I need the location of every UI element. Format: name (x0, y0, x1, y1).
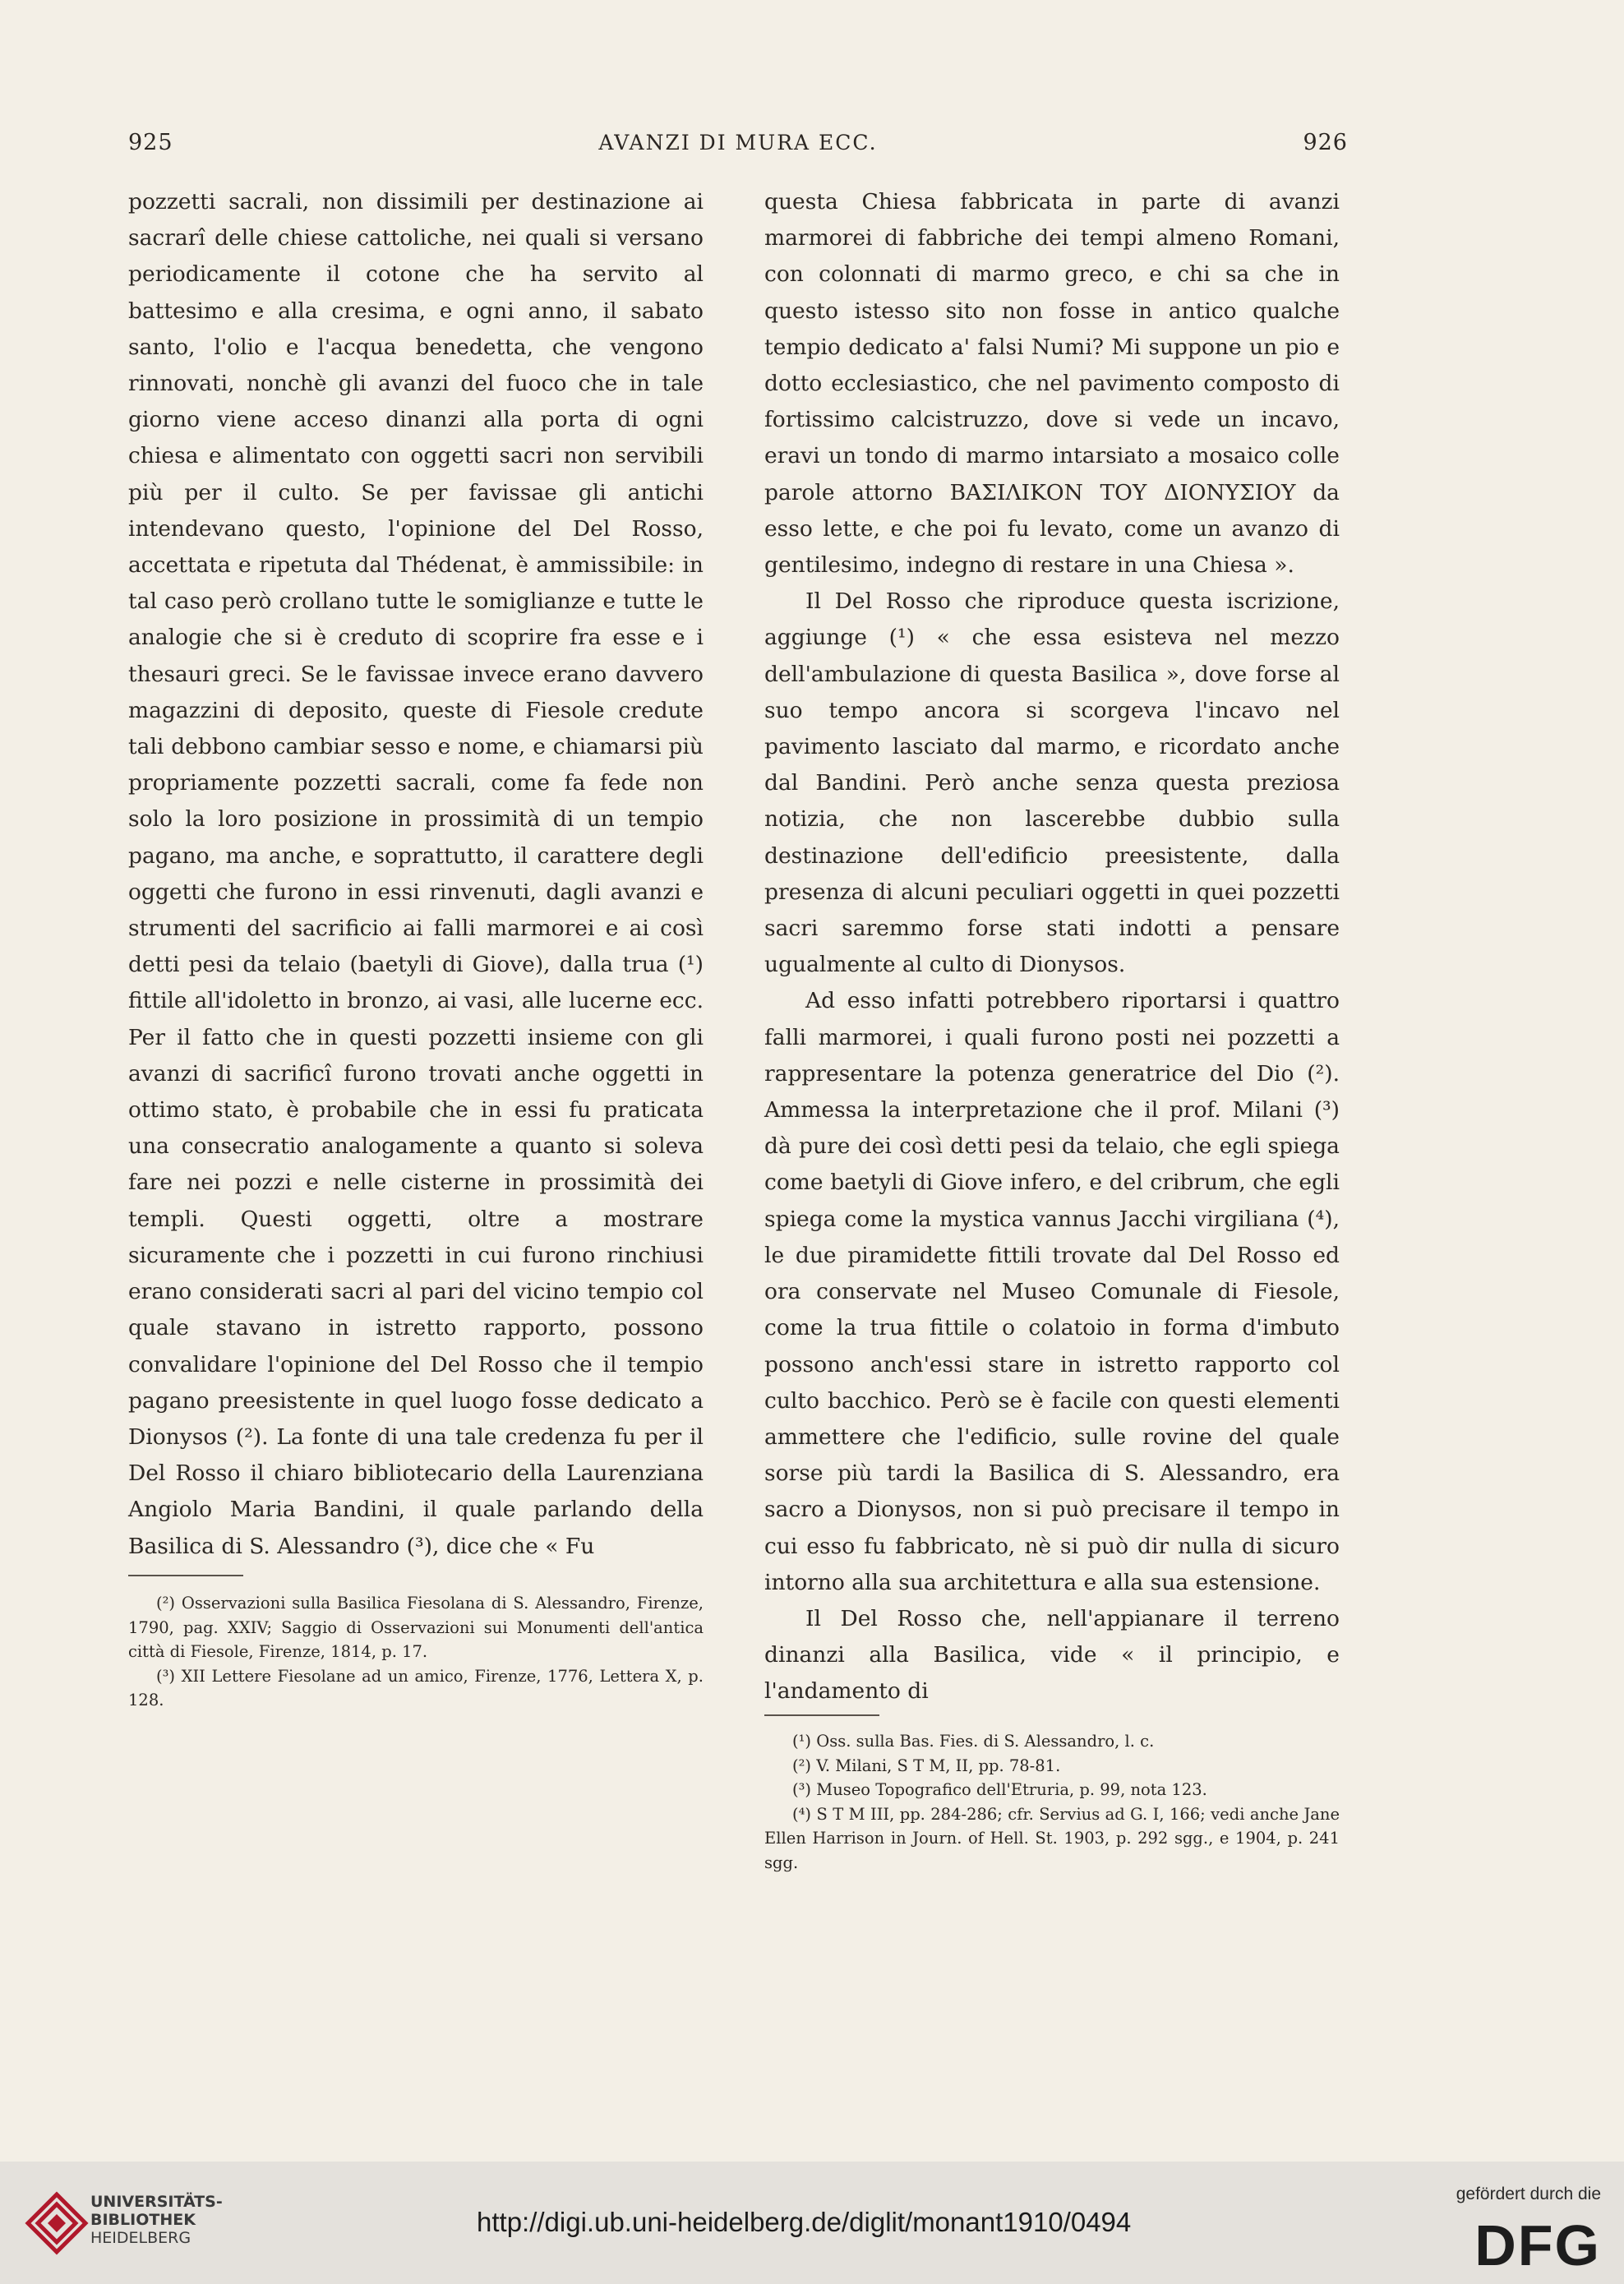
right-paragraph: Il Del Rosso che, nell'appianare il terreno dinanzi alla Basilica, vide « il principio, e l'andamento di (764, 1605, 1340, 1705)
page-number-right: 926 (1303, 130, 1348, 155)
footnote: (²) Osservazioni sulla Basilica Fiesolana di S. Alessandro, Firenze, 1790, pag. XXIV; Saggio di Osservazioni sui Monumenti dell'antica città di Fiesole, Firenze, 1814, p. 17. (128, 1594, 704, 1661)
permalink-url[interactable]: http://digi.ub.uni-heidelberg.de/diglit/monant1910/0494 (477, 2207, 1132, 2237)
library-name: UNIVERSITÄTS- BIBLIOTHEK HEIDELBERG (90, 2193, 223, 2247)
left-paragraph: pozzetti sacrali, non dissimili per destinazione ai sacrarî delle chiese cattoliche, nei quali si versano periodicamente il cotone che ha servito al battesimo e alla cresima, e ogni anno, il sabato santo, l'olio e l'acqua benedetta, che vengono rinnovati, nonchè gli avanzi del fuoco che in tale giorno viene acceso dinanzi alla porta di ogni chiesa e alimentato con oggetti sacri non servibili più per il culto. Se per favissae gli antichi intendevano questo, l'opinione del Del Rosso, accettata e ripetuta dal Thédenat, è ammissibile: in tal caso però crollano tutte le somiglianze e tutte le analogie che si è creduto di scoprire fra esse e i thesauri greci. Se le favissae invece erano davvero magazzini di deposito, queste di Fiesole credute tali debbono cambiar sesso e nome, e chiamarsi più propriamente pozzetti sacrali, come fa fede non solo la loro posizione in prossimità di un tempio pagano, ma anche, e soprattutto, il carattere degli oggetti che furono in essi rinvenuti, dagli avanzi e strumenti del sacrificio ai falli marmorei e ai così detti pesi da telaio (baetyli di Giove), dalla trua (¹) fittile all'idoletto in bronzo, ai vasi, alle lucerne ecc. Per il fatto che in questi pozzetti insieme con gli avanzi di sacrificî furono trovati anche oggetti in ottimo stato, è probabile che in essi fu praticata una consecratio analogamente a quanto si soleva fare nei pozzi e nelle cisterne in prossimità dei templi. Questi oggetti, oltre a mostrare sicuramente che i pozzetti in cui furono rinchiusi erano considerati sacri al pari del vicino tempio col quale stavano in istretto rapporto, possono convalidare l'opinione del Del Rosso che il tempio pagano preesistente in quel luogo fosse dedicato a Dionysos (²). La fonte di una tale credenza fu per il Del Rosso il chiaro bibliotecario della Laurenziana Angiolo Maria Bandini, il quale parlando della Basilica di S. Alessandro (³), dice che « Fu (128, 189, 704, 1559)
page-number-left: 925 (128, 130, 173, 155)
footnote: (¹) Oss. sulla Bas. Fies. di S. Alessandro, l. c. (792, 1732, 1155, 1751)
footnote: (³) XII Lettere Fiesolane ad un amico, Firenze, 1776, Lettera X, p. 128. (128, 1666, 704, 1710)
running-head (128, 130, 1348, 155)
dfg-logo: DFG (1474, 2213, 1601, 2277)
footnote: (³) Museo Topografico dell'Etruria, p. 99, nota 123. (792, 1780, 1207, 1799)
viewer-footer (0, 2162, 1624, 2284)
university-library-logo-icon (20, 2186, 94, 2260)
right-footnotes (764, 1729, 1340, 1875)
right-column (764, 184, 1340, 1710)
right-paragraph: questa Chiesa fabbricata in parte di avanzi marmorei di fabbriche dei tempi almeno Romani, con colonnati di marmo greco, e chi sa che in questo istesso sito non fosse in antico qualche tempio dedicato a' falsi Numi? Mi suppone un pio e dotto ecclesiastico, che nel pavimento composto di fortissimo calcistruzzo, dove si vede un incavo, eravi un tondo di marmo intarsiato a mosaico colle parole attorno ΒΑΣΙΛΙΚΟΝ ΤΟΥ ΔΙΟΝΥΣΙΟΥ da esso lette, e che poi fu levato, come un avanzo di gentilesimo, indegno di restare in una Chiesa ». (764, 189, 1340, 579)
right-paragraph: Ad esso infatti potrebbero riportarsi i quattro falli marmorei, i quali furono posti nei pozzetti a rappresentare la potenza generatrice del Dio (²). Ammessa la interpretazione che il prof. Milani (³) dà pure dei così detti pesi da telaio, che egli spiega come baetyli di Giove infero, e del cribrum, che egli spiega come la mystica vannus Jacchi virgiliana (⁴), le due piramidette fittili trovate dal Del Rosso ed ora conservate nel Museo Comunale di Fiesole, come la trua fittile o colatoio in forma d'imbuto possono anch'essi stare in istretto rapporto col culto bacchico. Però se è facile con questi elementi ammettere che l'edificio, sulle rovine del quale sorse più tardi la Basilica di S. Alessandro, era sacro a Dionysos, non si può precisare il tempo in cui esso fu fabbricato, nè si può dir nulla di sicuro intorno alla sua architettura e alla sua estensione. (764, 988, 1340, 1595)
left-footnotes (128, 1591, 704, 1713)
funding-label: gefördert durch die (1456, 2185, 1601, 2203)
footnote: (⁴) S T M III, pp. 284-286; cfr. Servius ad G. I, 166; vedi anche Jane Ellen Harrison in Journ. of Hell. St. 1903, p. 292 sgg., e 1904, p. 241 sgg. (764, 1804, 1340, 1872)
footnote-divider-left (128, 1575, 243, 1576)
footnote-divider-right (764, 1714, 879, 1716)
running-title: AVANZI DI MURA ECC. (598, 131, 878, 155)
right-paragraph: Il Del Rosso che riproduce questa iscrizione, aggiunge (¹) « che essa esisteva nel mezzo dell'ambulazione di questa Basilica », dove forse al suo tempo ancora si scorgeva l'incavo nel pavimento lasciato dal marmo, e ricordato anche dal Bandini. Però anche senza questa preziosa notizia, che non lascerebbe dubbio sulla destinazione dell'edificio preesistente, dalla presenza di alcuni peculiari oggetti in quei pozzetti sacri saremmo forse stati indotti a pensare ugualmente al culto di Dionysos. (764, 588, 1340, 978)
footnote: (²) V. Milani, S T M, II, pp. 78-81. (792, 1756, 1061, 1775)
left-column (128, 184, 704, 1565)
